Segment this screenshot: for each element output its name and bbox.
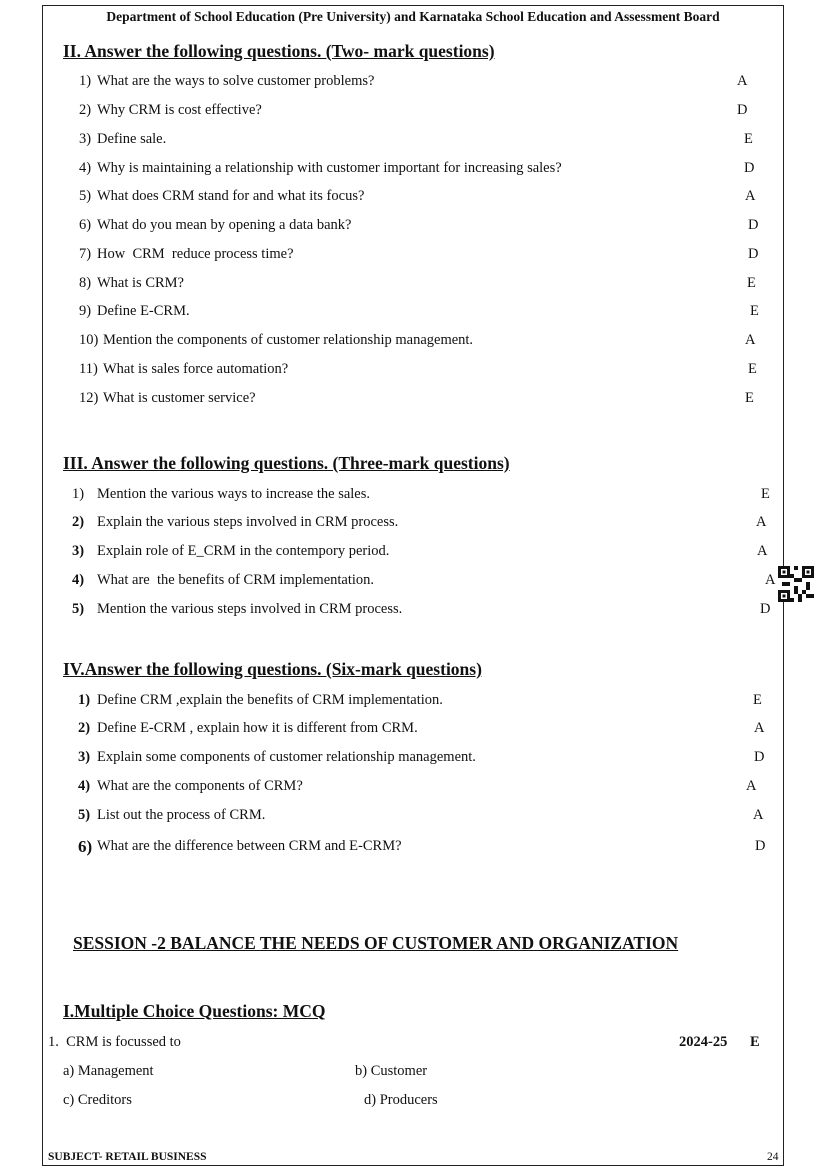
question-text: Define E-CRM , explain how it is different from CRM. xyxy=(97,720,418,736)
difficulty-level: A xyxy=(753,807,764,823)
question-number: 8) xyxy=(79,275,92,291)
question-number: 2) xyxy=(72,514,85,530)
question-text: Why CRM is cost effective? xyxy=(97,102,262,118)
question-text: Why is maintaining a relationship with customer important for increasing sales? xyxy=(97,160,562,176)
question-text: Define sale. xyxy=(97,131,167,147)
difficulty-level: D xyxy=(754,749,765,765)
question-text: Explain the various steps involved in CRM process. xyxy=(97,514,399,530)
difficulty-level: E xyxy=(761,486,770,502)
question-text: List out the process of CRM. xyxy=(97,807,266,823)
mcq-question: 1. CRM is focussed to xyxy=(48,1034,181,1050)
question-text: Explain some components of customer relationship management. xyxy=(97,749,476,765)
difficulty-level: E xyxy=(747,275,756,291)
question-text: What do you mean by opening a data bank? xyxy=(97,217,352,233)
question-text: Mention the various ways to increase the sales. xyxy=(97,486,371,502)
question-text: Define CRM ,explain the benefits of CRM implementation. xyxy=(97,692,443,708)
difficulty-level: D xyxy=(760,601,771,617)
question-number: 5) xyxy=(72,601,85,617)
difficulty-level: E xyxy=(744,131,753,147)
difficulty-level: E xyxy=(750,303,759,319)
question-text: How CRM reduce process time? xyxy=(97,246,294,262)
mcq-option-d: d) Producers xyxy=(364,1092,438,1108)
question-number: 4) xyxy=(72,572,85,588)
question-text: What are the difference between CRM and E-CRM? xyxy=(97,838,402,854)
question-text: Define E-CRM. xyxy=(97,303,190,319)
question-text: What are the ways to solve customer problems? xyxy=(97,73,375,89)
question-number: 2) xyxy=(78,720,91,736)
qr-code-icon xyxy=(778,566,814,602)
difficulty-level: A xyxy=(746,778,757,794)
difficulty-level: E xyxy=(750,1034,760,1050)
question-number: 7) xyxy=(79,246,92,262)
question-text: What does CRM stand for and what its focus? xyxy=(97,188,365,204)
session-title: SESSION -2 BALANCE THE NEEDS OF CUSTOMER AND ORGANIZATION xyxy=(73,933,679,953)
question-number: 3) xyxy=(79,131,92,147)
exam-year: 2024-25 xyxy=(679,1034,728,1050)
difficulty-level: A xyxy=(756,514,767,530)
question-number: 1) xyxy=(79,73,92,89)
difficulty-level: D xyxy=(737,102,748,118)
difficulty-level: A xyxy=(754,720,765,736)
mcq-option-c: c) Creditors xyxy=(63,1092,132,1108)
question-number: 6) xyxy=(78,837,93,856)
difficulty-level: A xyxy=(765,572,776,588)
mcq-option-b: b) Customer xyxy=(355,1063,428,1079)
section-six-mark-title: IV.Answer the following questions. (Six-mark questions) xyxy=(63,659,482,679)
question-number: 12) xyxy=(79,390,99,406)
difficulty-level: E xyxy=(753,692,762,708)
page-number: 24 xyxy=(767,1151,779,1163)
question-text: What are the benefits of CRM implementation. xyxy=(97,572,375,588)
difficulty-level: D xyxy=(748,246,759,262)
difficulty-level: A xyxy=(745,332,756,348)
question-text: Mention the various steps involved in CRM process. xyxy=(97,601,403,617)
question-number: 9) xyxy=(79,303,92,319)
difficulty-level: A xyxy=(745,188,756,204)
difficulty-level: E xyxy=(748,361,757,377)
footer-subject: SUBJECT- RETAIL BUSINESS xyxy=(48,1151,207,1163)
mcq-section-title: I.Multiple Choice Questions: MCQ xyxy=(63,1001,326,1021)
question-text: Mention the components of customer relationship management. xyxy=(103,332,474,348)
question-number: 5) xyxy=(78,807,91,823)
question-number: 1) xyxy=(78,692,91,708)
question-text: What is CRM? xyxy=(97,275,184,291)
question-text: What is customer service? xyxy=(103,390,256,406)
question-number: 3) xyxy=(72,543,85,559)
section-two-mark-title: II. Answer the following questions. (Two- mark questions) xyxy=(63,41,495,61)
question-number: 4) xyxy=(79,160,92,176)
question-number: 11) xyxy=(79,361,98,377)
question-text: What are the components of CRM? xyxy=(97,778,303,794)
difficulty-level: D xyxy=(748,217,759,233)
question-text: What is sales force automation? xyxy=(103,361,289,377)
difficulty-level: D xyxy=(755,838,766,854)
question-number: 6) xyxy=(79,217,92,233)
question-number: 2) xyxy=(79,102,92,118)
question-text: Explain role of E_CRM in the contempory period. xyxy=(97,543,390,559)
mcq-option-a: a) Management xyxy=(63,1063,154,1079)
difficulty-level: A xyxy=(737,73,748,89)
question-number: 4) xyxy=(78,778,91,794)
page-header: Department of School Education (Pre University) and Karnataka School Education and Assessment Board xyxy=(106,9,720,24)
difficulty-level: D xyxy=(744,160,755,176)
section-three-mark-title: III. Answer the following questions. (Three-mark questions) xyxy=(63,453,510,473)
question-number: 1) xyxy=(72,486,85,502)
question-number: 5) xyxy=(79,188,92,204)
question-number: 10) xyxy=(79,332,99,348)
difficulty-level: A xyxy=(757,543,768,559)
question-number: 3) xyxy=(78,749,91,765)
difficulty-level: E xyxy=(745,390,754,406)
